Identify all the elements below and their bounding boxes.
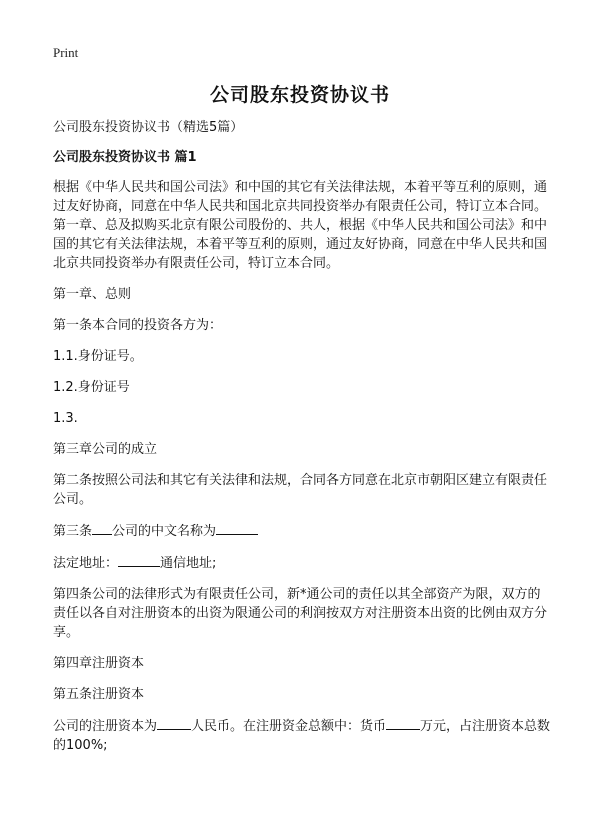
article-5: 第五条注册资本 <box>53 687 145 702</box>
item-1-3: 1.3. <box>53 411 78 426</box>
blank-line <box>118 553 160 567</box>
document-title: 公司股东投资协议书 <box>209 84 390 106</box>
blank-line <box>157 716 191 730</box>
item-1-2: 1.2.身份证号 <box>53 380 130 395</box>
intro-paragraph: 根据《中华人民共和国公司法》和中国的其它有关法律法规，本着平等互利的原则，通过友好协商，同意在中华人民共和国北京共同投资举办有限责任公司，特订立本合同。第一章、总及拟购买北京有限公司股份的、共人，根据《中华人民共和国公司法》和中国的其它有关法律法规，本着平等互利的原则，通过友好协商，同意在中华人民共和国北京共同投资举办有限责任公司，特订立本合同。 <box>53 180 548 271</box>
section-heading: 公司股东投资协议书 篇1 <box>53 150 197 165</box>
print-label: Print <box>53 45 79 60</box>
mail-address-label: 通信地址; <box>160 556 217 571</box>
capital-paragraph <box>53 716 553 755</box>
document-subtitle: 公司股东投资协议书（精选5篇） <box>53 120 244 135</box>
article-3 <box>53 521 553 541</box>
blank-line <box>92 521 112 535</box>
chapter-4-heading: 第四章注册资本 <box>53 656 145 671</box>
chapter-1-heading: 第一章、总则 <box>53 287 132 302</box>
article-1: 第一条本合同的投资各方为： <box>53 318 223 333</box>
capital-mid-1: 人民币。在注册资金总额中：货币 <box>191 719 387 734</box>
article-2: 第二条按照公司法和其它有关法律和法规，合同各方同意在北京市朝阳区建立有限责任公司。 <box>53 473 548 507</box>
chapter-3-heading: 第三章公司的成立 <box>53 442 158 457</box>
address-line <box>53 553 553 573</box>
item-1-1: 1.1.身份证号。 <box>53 349 143 364</box>
article-3-suffix: 公司的中文名称为 <box>112 524 217 539</box>
capital-mid-2: 万元，占注册资本总数的100%; <box>53 719 551 753</box>
legal-address-label: 法定地址： <box>53 556 119 571</box>
blank-line <box>216 521 258 535</box>
blank-line <box>386 716 420 730</box>
article-3-prefix: 第三条 <box>53 524 93 539</box>
document-body <box>53 118 553 767</box>
article-4: 第四条公司的法律形式为有限责任公司，新*通公司的责任以其全部资产为限，双方的责任以各自对注册资本的出资为限通公司的利润按双方对注册资本出资的比例由双方分享。 <box>53 587 548 640</box>
capital-prefix: 公司的注册资本为 <box>53 719 158 734</box>
